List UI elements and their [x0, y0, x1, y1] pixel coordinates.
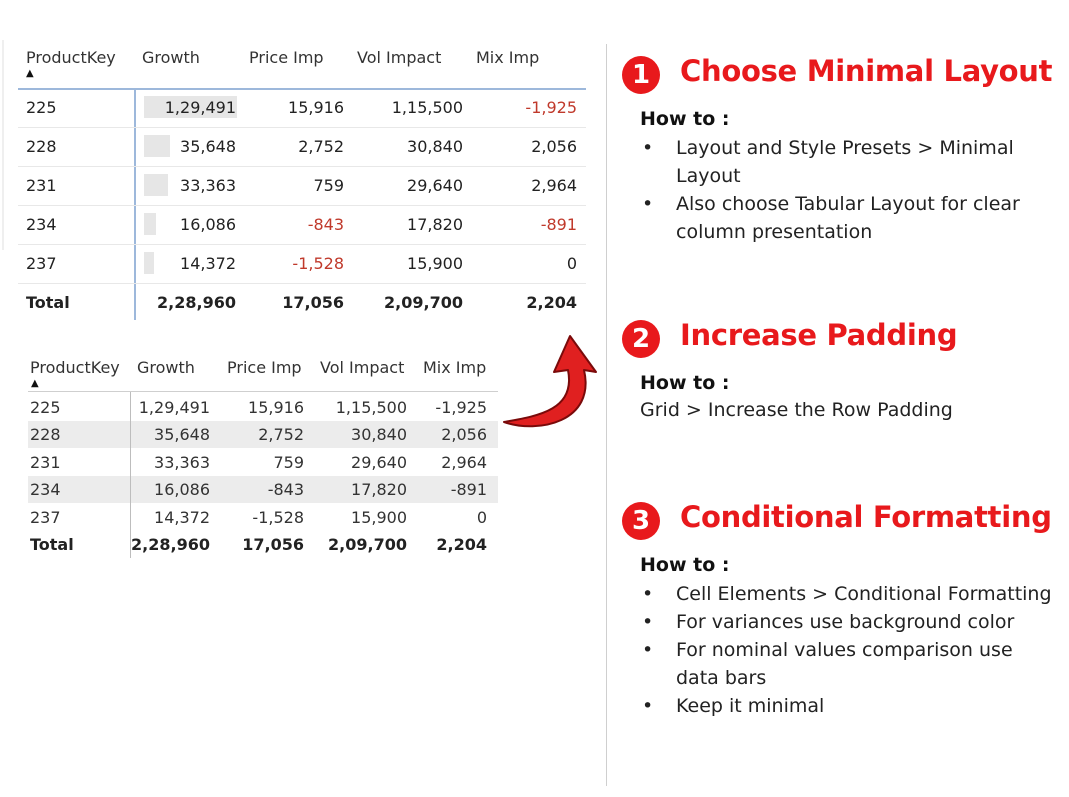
frame-edge [2, 40, 4, 250]
column-header-mix-imp[interactable]: Mix Imp [423, 358, 487, 377]
mix-imp-value: -891 [540, 215, 577, 234]
growth-value: 33,363 [180, 176, 236, 195]
vol-impact-value: 17,820 [351, 480, 407, 499]
price-imp-value: 15,916 [248, 398, 304, 417]
growth-value: 1,29,491 [164, 98, 236, 117]
growth-value: 35,648 [180, 137, 236, 156]
growth-data-bar [144, 135, 170, 157]
growth-data-bar [144, 213, 156, 235]
growth-total: 2,28,960 [157, 293, 236, 312]
vol-impact-value: 30,840 [407, 137, 463, 156]
list-item: • For nominal values comparison use data bars [622, 636, 1052, 692]
growth-value: 1,29,491 [138, 398, 210, 417]
table-row[interactable] [28, 504, 498, 531]
step-number-badge: 3 [622, 502, 660, 540]
row-key: 231 [30, 453, 61, 472]
table-row[interactable] [18, 127, 586, 167]
mix-imp-value: 2,056 [441, 425, 487, 444]
vol-impact-total: 2,09,700 [328, 535, 407, 554]
total-row[interactable] [28, 531, 498, 558]
mix-imp-value: 0 [566, 254, 577, 273]
column-divider [130, 392, 131, 558]
vol-impact-value: 29,640 [407, 176, 463, 195]
table-row[interactable] [28, 394, 498, 421]
step-heading: Increase Padding [680, 318, 958, 352]
price-imp-value: 759 [273, 453, 304, 472]
table-row[interactable] [18, 166, 586, 206]
table-header [18, 38, 586, 90]
row-key: 225 [26, 98, 57, 117]
vol-impact-value: 15,900 [351, 508, 407, 527]
step-1-section [622, 54, 1052, 246]
step-3-section [622, 500, 1052, 720]
table-row[interactable] [18, 88, 586, 128]
mix-imp-value: 2,964 [531, 176, 577, 195]
table-row[interactable] [28, 449, 498, 476]
sort-ascending-icon[interactable]: ▲ [31, 378, 39, 389]
step-number-badge: 2 [622, 320, 660, 358]
mix-imp-total: 2,204 [526, 293, 577, 312]
list-item: • Also choose Tabular Layout for clear column presentation [622, 190, 1052, 246]
column-header-vol-impact[interactable]: Vol Impact [357, 48, 442, 67]
howto-label: How to : [640, 554, 730, 576]
sort-ascending-icon[interactable]: ▲ [26, 68, 34, 79]
howto-label: How to : [640, 372, 730, 394]
list-item: • Cell Elements > Conditional Formatting [622, 580, 1052, 608]
column-header-mix-imp[interactable]: Mix Imp [476, 48, 540, 67]
row-key: 237 [26, 254, 57, 273]
row-key: 234 [30, 480, 61, 499]
total-row[interactable] [18, 283, 586, 322]
step-heading: Conditional Formatting [680, 500, 1052, 534]
default-matrix-table[interactable] [28, 352, 500, 562]
column-header-productkey[interactable]: ProductKey [30, 358, 120, 377]
price-imp-value: 759 [313, 176, 344, 195]
total-label: Total [30, 535, 74, 554]
step-instruction: Grid > Increase the Row Padding [640, 399, 953, 421]
vol-impact-total: 2,09,700 [384, 293, 463, 312]
growth-value: 14,372 [154, 508, 210, 527]
mix-imp-total: 2,204 [436, 535, 487, 554]
mix-imp-value: -1,925 [435, 398, 487, 417]
list-item: • For variances use background color [622, 608, 1052, 636]
price-imp-value: -1,528 [292, 254, 344, 273]
table-row[interactable] [28, 476, 498, 503]
row-key: 228 [30, 425, 61, 444]
price-imp-value: -843 [307, 215, 344, 234]
step-heading: Choose Minimal Layout [680, 54, 1053, 88]
table-row[interactable] [18, 205, 586, 245]
table-row[interactable] [28, 421, 498, 448]
vol-impact-value: 29,640 [351, 453, 407, 472]
step-bullet-list [622, 580, 1052, 720]
price-imp-value: -1,528 [252, 508, 304, 527]
growth-value: 14,372 [180, 254, 236, 273]
vol-impact-value: 1,15,500 [391, 98, 463, 117]
row-key: 228 [26, 137, 57, 156]
step-bullet-list [622, 134, 1052, 246]
column-header-vol-impact[interactable]: Vol Impact [320, 358, 405, 377]
growth-data-bar [144, 174, 168, 196]
column-header-growth[interactable]: Growth [137, 358, 195, 377]
price-imp-value: -843 [267, 480, 304, 499]
growth-value: 33,363 [154, 453, 210, 472]
growth-data-bar [144, 252, 154, 274]
list-item: • Layout and Style Presets > Minimal Layout [622, 134, 1052, 190]
list-item: • Keep it minimal [622, 692, 1052, 720]
mix-imp-value: -1,925 [525, 98, 577, 117]
vol-impact-value: 17,820 [407, 215, 463, 234]
header-divider [28, 391, 498, 392]
price-imp-value: 2,752 [298, 137, 344, 156]
step-number-badge: 1 [622, 56, 660, 94]
mix-imp-value: -891 [450, 480, 487, 499]
vol-impact-value: 1,15,500 [335, 398, 407, 417]
price-imp-value: 15,916 [288, 98, 344, 117]
styled-matrix-table[interactable] [18, 38, 586, 320]
growth-total: 2,28,960 [131, 535, 210, 554]
growth-value: 35,648 [154, 425, 210, 444]
row-key: 225 [30, 398, 61, 417]
vol-impact-value: 15,900 [407, 254, 463, 273]
table-row[interactable] [18, 244, 586, 284]
price-imp-total: 17,056 [282, 293, 344, 312]
growth-value: 16,086 [180, 215, 236, 234]
column-header-growth[interactable]: Growth [142, 48, 200, 67]
mix-imp-value: 2,964 [441, 453, 487, 472]
vertical-divider [606, 44, 607, 786]
vol-impact-value: 30,840 [351, 425, 407, 444]
row-key: 231 [26, 176, 57, 195]
column-header-productkey[interactable]: ProductKey [26, 48, 116, 67]
step-2-section [622, 318, 1052, 424]
row-key: 234 [26, 215, 57, 234]
column-header-price-imp[interactable]: Price Imp [227, 358, 302, 377]
howto-label: How to : [640, 108, 730, 130]
price-imp-total: 17,056 [242, 535, 304, 554]
curved-arrow-icon [498, 330, 608, 440]
total-label: Total [26, 293, 70, 312]
growth-value: 16,086 [154, 480, 210, 499]
price-imp-value: 2,752 [258, 425, 304, 444]
mix-imp-value: 2,056 [531, 137, 577, 156]
row-key: 237 [30, 508, 61, 527]
mix-imp-value: 0 [476, 508, 487, 527]
column-header-price-imp[interactable]: Price Imp [249, 48, 324, 67]
